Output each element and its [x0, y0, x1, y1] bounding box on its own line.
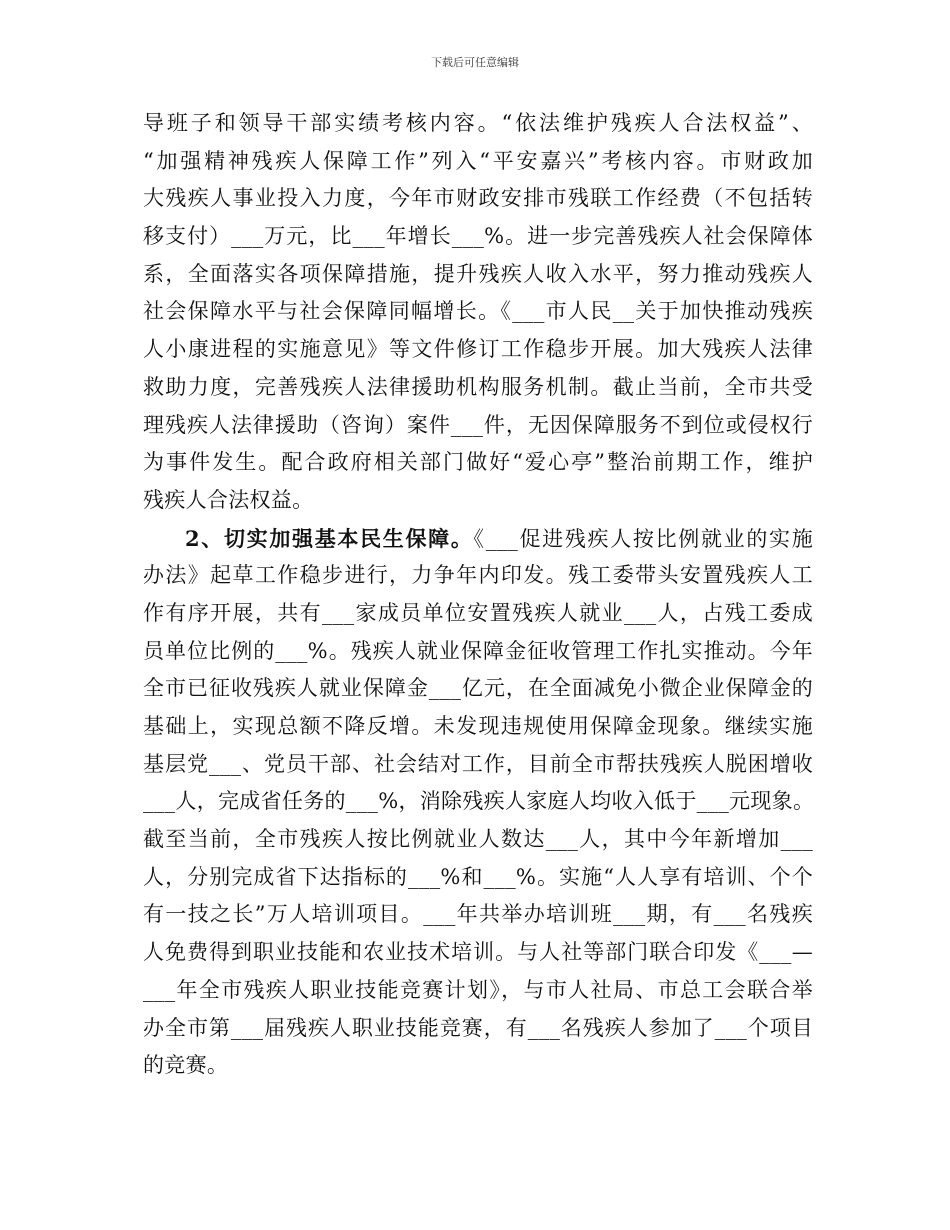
- paragraph-line: 移支付）___万元，比___年增长___%。进一步完善残疾人社会保障体: [143, 224, 813, 249]
- paragraph-line: 大残疾人事业投入力度，今年市财政安排市残联工作经费（不包括转: [143, 186, 813, 211]
- paragraph-line: ___年全市残疾人职业技能竞赛计划》，与市人社局、市总工会联合举: [143, 977, 813, 1002]
- paragraph-line: 办法》起草工作稳步进行，力争年内印发。残工委带头安置残疾人工: [143, 563, 813, 588]
- heading-line-text: 《___促进残疾人按比例就业的实施: [473, 526, 813, 551]
- paragraph-line: 残疾人合法权益。: [143, 487, 314, 512]
- page-header: 下载后可任意编辑: [431, 56, 519, 69]
- paragraph-first-line: [143, 520, 813, 558]
- paragraph-line: 救助力度，完善残疾人法律援助机构服务机制。截止当前，全市共受: [143, 374, 813, 399]
- document-body: [143, 105, 813, 1085]
- paragraph-line: 人，分别完成省下达指标的___%和___%。实施“人人享有培训、个个: [143, 864, 813, 889]
- section-heading: 2、切实加强基本民生保障。: [185, 525, 474, 551]
- paragraph-line: 作有序开展，共有___家成员单位安置残疾人就业___人，占残工委成: [143, 600, 813, 625]
- paragraph-line: 理残疾人法律援助（咨询）案件___件，无因保障服务不到位或侵权行: [143, 412, 813, 437]
- paragraph-line: 人小康进程的实施意见》等文件修订工作稳步开展。加大残疾人法律: [143, 337, 813, 362]
- paragraph-line: 基础上，实现总额不降反增。未发现违规使用保障金现象。继续实施: [143, 714, 813, 738]
- paragraph-line: 截至当前，全市残疾人按比例就业人数达___人，其中今年新增加___: [143, 827, 813, 852]
- paragraph-line: “加强精神残疾人保障工作”列入“平安嘉兴”考核内容。市财政加: [143, 148, 813, 173]
- paragraph-line: ___人，完成省任务的___%，消除残疾人家庭人均收入低于___元现象。: [143, 789, 815, 814]
- paragraph-line: 基层党___、党员干部、社会结对工作，目前全市帮扶残疾人脱困增收: [143, 751, 813, 776]
- paragraph-line: 社会保障水平与社会保障同幅增长。《___市人民__关于加快推动残疾: [143, 299, 813, 324]
- paragraph-line: 系，全面落实各项保障措施，提升残疾人收入水平，努力推动残疾人: [143, 261, 813, 286]
- paragraph-line: 的竞赛。: [143, 1053, 229, 1078]
- paragraph-line: 全市已征收残疾人就业保障金___亿元，在全面减免小微企业保障金的: [143, 676, 813, 701]
- paragraph-line: 有一技之长”万人培训项目。___年共举办培训班___期，有___名残疾: [143, 902, 813, 927]
- paragraph-line: 办全市第___届残疾人职业技能竞赛，有___名残疾人参加了___个项目: [143, 1015, 813, 1040]
- paragraph-line: 人免费得到职业技能和农业技术培训。与人社等部门联合印发《___—: [143, 940, 813, 965]
- paragraph-line: 员单位比例的___%。残疾人就业保障金征收管理工作扎实推动。今年: [143, 638, 813, 663]
- paragraph-line: 导班子和领导干部实绩考核内容。“依法维护残疾人合法权益”、: [143, 111, 813, 135]
- paragraph-line: 为事件发生。配合政府相关部门做好“爱心亭”整治前期工作，维护: [143, 450, 813, 475]
